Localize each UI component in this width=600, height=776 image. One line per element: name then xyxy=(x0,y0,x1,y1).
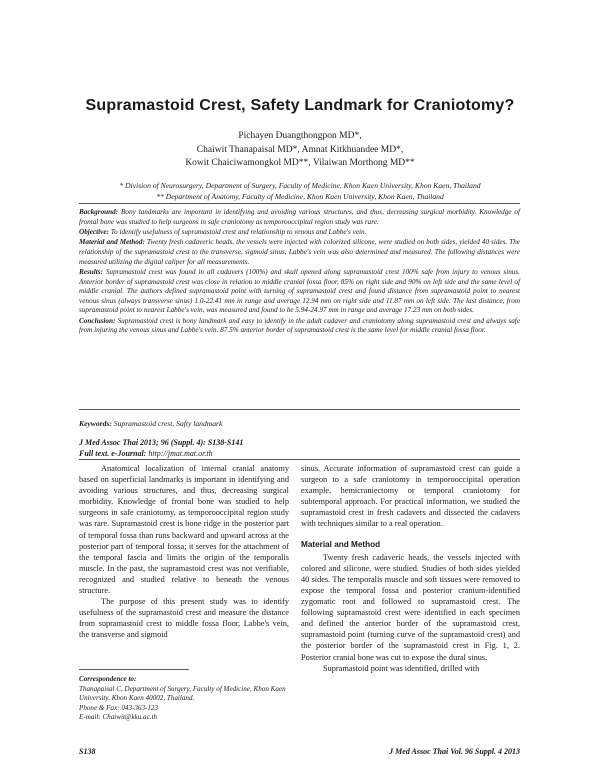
author-list xyxy=(0,130,600,171)
citation xyxy=(79,437,520,459)
author-line: Chaiwit Thanapaisal MD*, Amnat Kitkhuandee MD*, xyxy=(196,144,404,155)
footer-journal: J Med Assoc Thai Vol. 96 Suppl. 4 2013 xyxy=(389,747,520,756)
abstract-methods xyxy=(79,238,520,267)
objective-label: Objective: xyxy=(79,227,109,236)
correspondence-label: Correspondence to: xyxy=(79,675,137,683)
conclusion-text: Supramastoid crest is bony landmark and easy to identify in the adult cadaver and craniotomy along supramastoid crest and always safe from injuring the venous sinus and Labbe's vein. 87.5% anterior border of supramastoid crest is the same level for middle cranial fossa floor. xyxy=(79,316,520,335)
body-top-rule xyxy=(79,459,520,460)
abstract-objective xyxy=(79,228,520,238)
results-text: Supramastoid crest was found in all cadavers (100%) and skull opened along supramastoid crest 100% safe from injury to venous sinus. Anterior border of supramastoid crest was close in relation to middle cranial fossa floor, 85% on right side and 90% on left side and the same level of middle cranial. The authors defined supramastoid point with turning of supramastoid crest and found distance from supramastoid point to nearest venous sinus (always transverse sinus) 1.0-22.41 mm in range and average 12.94 mm on right side and 11.87 mm on left side. The last distance, from supramastoid point to nearest Labbe's vein, was measured and found to be 5.94-24.97 mm in range and average 17.23 mm on both sides. xyxy=(79,267,520,315)
results-label: Results: xyxy=(79,267,103,276)
abstract-bottom-rule xyxy=(79,409,520,410)
correspondence-block xyxy=(79,675,289,723)
body-paragraph: sinus. Accurate information of supramastoid crest can guide a surgeon to a safe craniotomy in temporooccipital operation example, hemicraniectomy or temporal craniotomy for subtemporal approach. For practical information, we studied the supramastoid crest in fresh cadavers and dissected the cadavers with techniques similar to a real operation. xyxy=(301,464,520,529)
keywords-text: Supramastoid crest, Safty landmark xyxy=(111,419,223,428)
conclusion-label: Conclusion: xyxy=(79,316,116,325)
abstract-results xyxy=(79,268,520,316)
paper-title: Supramastoid Crest, Safety Landmark for Craniotomy? xyxy=(85,97,515,114)
body-column-left xyxy=(79,463,289,641)
affiliation-line: ** Department of Anatomy, Faculty of Medicine, Khon Kaen University, Khon Kaen, Thailand xyxy=(156,192,444,201)
body-paragraph: The purpose of this present study was to identify usefulness of the supramastoid crest and measure the distance from supramastoid crest to middle fossa floor, Labbe's vein, the transverse and sigmoid xyxy=(79,597,289,640)
citation-fulltext xyxy=(79,448,520,459)
methods-text: Twenty fresh cadaveric heads, the vessels were injected with colorized silicone, were studied on both sides, yielded 40 sides. The relationship of the supramastoid crest to the transverse, sigmoid sinus, Labbe's vein was also determined and measured. The following distances were measured utilizing the digital caliper for all measurements. xyxy=(79,238,520,266)
background-label: Background: xyxy=(79,208,119,216)
author-line: Pichayen Duangthongpon MD*, xyxy=(238,131,362,141)
keywords-label: Keywords: xyxy=(79,419,112,428)
section-heading-methods: Material and Method xyxy=(301,539,381,549)
objective-text: To identify usefulness of supramastoid crest and relationship to venous and Labbe's vein. xyxy=(108,227,367,236)
fulltext-link[interactable]: http://jmat.mat.or.th xyxy=(146,449,213,458)
abstract-background xyxy=(79,208,520,227)
correspondence-line: Thanapaisal C, Department of Surgery, Faculty of Medicine, Khon Kaen University, Khon Kaen 40002, Thailand. xyxy=(79,684,286,703)
background-text: Bony landmarks are important in identifying and avoiding various structures, and thus, decreasing surgical morbidity. Knowledge of frontal bone was studied to help surgeons in safe craniotomy as temporooccipital region study was rare. xyxy=(79,208,520,226)
author-line: Kowit Chaiciwamongkol MD**, Vilaiwan Morthong MD** xyxy=(185,158,415,168)
body-paragraph: Anatomical localization of internal cranial anatomy based on superficial landmarks is important in identifying and avoiding various structures, and thus, decreasing surgical morbidity. Knowledge of frontal bone was studied to help surgeons in safe craniotomy, as temporooccipital region study was rare. Supramastoid crest is bone ridge in the posterior part of temporal fossa than runs backward and upward across at the posterior part of temporal fossa; it serves for the attachment of the temporal fascia and limits the origin of the temporalis muscle. In the past, the supramastoid crest was not verifiable, recognized and studied relative to beneath the venous structure. xyxy=(79,464,289,596)
fulltext-label: Full text. e-Journal: xyxy=(79,449,147,458)
body-paragraph: Twenty fresh cadaveric heads, the vessels injected with colored and silicone, were studied. Studies of both sides yielded 40 sides. The temporalis muscle and soft tissues were removed to expose the temporal fossa and posterior cranium-identified zygomatic root and followed to supramastoid crest. The following supramastoid crest were identified in each specimen and defined the anterior border of the supramastoid crest, supramastoid point (turning curve of the supramastoid crest) and the posterior border of the supramastoid crest in Fig. 1, 2. Posterior cranial bone was cut to expose the dural sinus. xyxy=(301,552,520,662)
keywords xyxy=(79,419,520,428)
abstract xyxy=(79,208,520,337)
methods-label: Material and Method: xyxy=(79,238,145,247)
body-paragraph: Supramastoid point was identified, drilled with xyxy=(323,663,480,673)
correspondence-rule xyxy=(79,669,189,670)
abstract-top-rule xyxy=(79,203,520,204)
abstract-conclusion xyxy=(79,317,520,336)
correspondence-email[interactable]: E-mail: Chaiwit@kku.ac.th xyxy=(79,713,158,722)
body-column-right xyxy=(301,463,520,674)
page-number: S138 xyxy=(79,747,96,756)
affiliation-line: * Division of Neurosurgery, Department of Surgery, Faculty of Medicine, Khon Kaen University, Khon Kaen, Thailand xyxy=(119,181,481,190)
affiliation-list xyxy=(0,180,600,202)
citation-journal: J Med Assoc Thai 2013; 96 (Suppl. 4): S138-S141 xyxy=(79,438,244,447)
correspondence-line: Phone & Fax: 043-363-123 xyxy=(79,703,158,712)
